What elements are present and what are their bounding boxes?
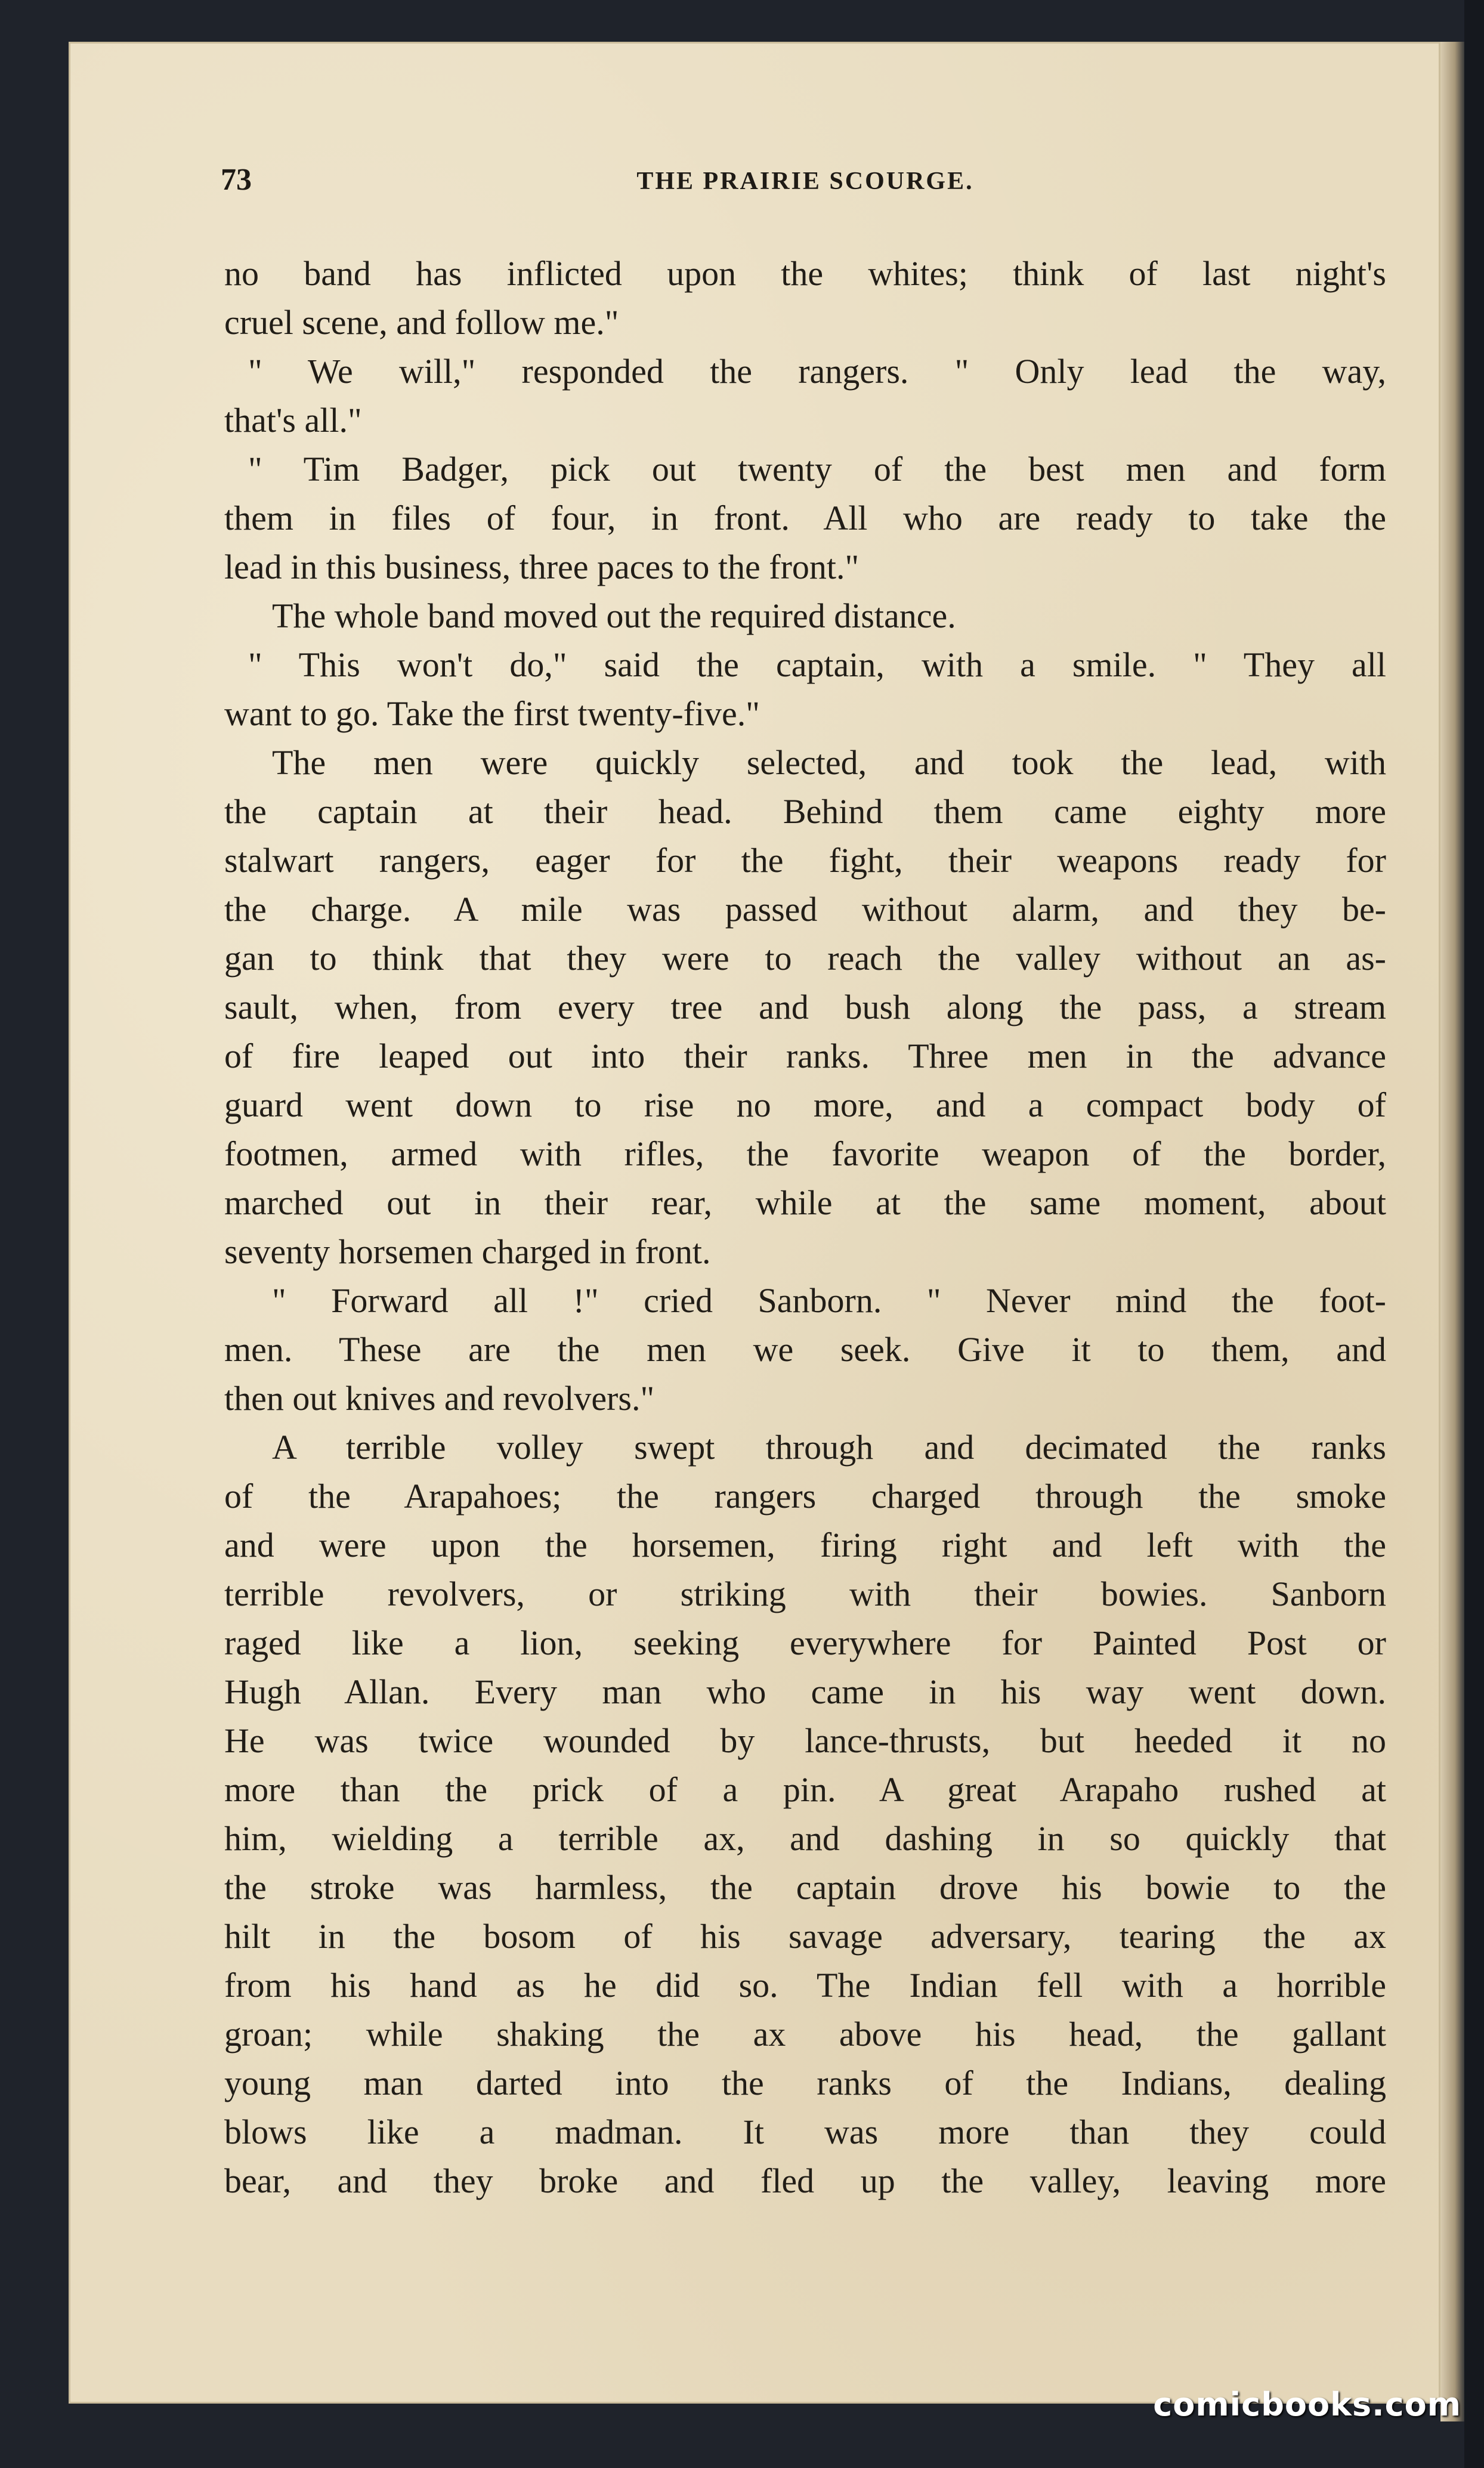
text-line: " We will," responded the rangers. " Only lead the way,	[248, 352, 1386, 391]
text-line: He was twice wounded by lance-thrusts, but heeded it no	[224, 1721, 1386, 1760]
text-line: groan; while shaking the ax above his head, the gallant	[224, 2015, 1386, 2053]
background-edge	[1464, 0, 1484, 2468]
text-line: that's all."	[224, 401, 362, 440]
body-text	[224, 249, 1386, 2206]
text-line: " This won't do," said the captain, with a smile. " They all	[248, 645, 1386, 684]
page-number: 73	[221, 163, 252, 197]
watermark: comicbooks.com	[1153, 2386, 1461, 2423]
text-line: blows like a madman. It was more than they could	[224, 2113, 1386, 2151]
text-line: the charge. A mile was passed without alarm, and they be-	[224, 890, 1386, 929]
text-line: more than the prick of a pin. A great Arapaho rushed at	[224, 1770, 1386, 1809]
text-line: of the Arapahoes; the rangers charged through the smoke	[224, 1477, 1386, 1516]
text-line: gan to think that they were to reach the valley without an as-	[224, 939, 1386, 978]
text-line: The men were quickly selected, and took the lead, with	[272, 743, 1386, 782]
text-line: no band has inflicted upon the whites; think of last night's	[224, 254, 1386, 293]
text-line: guard went down to rise no more, and a compact body of	[224, 1085, 1386, 1124]
text-line: him, wielding a terrible ax, and dashing in so quickly that	[224, 1819, 1386, 1858]
text-line: the stroke was harmless, the captain drove his bowie to the	[224, 1868, 1386, 1907]
text-line: of fire leaped out into their ranks. Three men in the advance	[224, 1037, 1386, 1075]
page-header	[221, 162, 1390, 204]
text-line: from his hand as he did so. The Indian fell with a horrible	[224, 1966, 1386, 2005]
text-line: A terrible volley swept through and decimated the ranks	[272, 1428, 1386, 1467]
text-line: footmen, armed with rifles, the favorite weapon of the border,	[224, 1134, 1386, 1173]
text-line: lead in this business, three paces to the front."	[224, 548, 860, 586]
running-head: THE PRAIRIE SCOURGE.	[636, 168, 974, 195]
text-line: terrible revolvers, or striking with their bowies. Sanborn	[224, 1575, 1386, 1613]
text-line: Hugh Allan. Every man who came in his way went down.	[224, 1672, 1386, 1711]
text-line: raged like a lion, seeking everywhere for Painted Post or	[224, 1623, 1386, 1662]
text-line: them in files of four, in front. All who are ready to take the	[224, 499, 1386, 537]
text-line: marched out in their rear, while at the same moment, about	[224, 1183, 1386, 1222]
text-line: young man darted into the ranks of the Indians, dealing	[224, 2064, 1386, 2102]
text-line: the captain at their head. Behind them came eighty more	[224, 792, 1386, 831]
text-line: " Tim Badger, pick out twenty of the best men and form	[248, 450, 1386, 488]
text-line: want to go. Take the first twenty-five."	[224, 694, 760, 733]
text-line: " Forward all !" cried Sanborn. " Never mind the foot-	[272, 1281, 1386, 1320]
text-line: men. These are the men we seek. Give it to them, and	[224, 1330, 1386, 1369]
text-line: hilt in the bosom of his savage adversary, tearing the ax	[224, 1917, 1386, 1956]
text-line: bear, and they broke and fled up the valley, leaving more	[224, 2161, 1386, 2200]
text-line: seventy horsemen charged in front.	[224, 1232, 711, 1271]
text-line: The whole band moved out the required distance.	[272, 596, 956, 635]
text-line: sault, when, from every tree and bush along the pass, a stream	[224, 988, 1386, 1026]
text-line: cruel scene, and follow me."	[224, 303, 619, 342]
book-spine	[1440, 42, 1464, 2421]
text-line: then out knives and revolvers."	[224, 1379, 655, 1418]
text-line: stalwart rangers, eager for the fight, their weapons ready for	[224, 841, 1386, 880]
text-line: and were upon the horsemen, firing right and left with the	[224, 1526, 1386, 1564]
